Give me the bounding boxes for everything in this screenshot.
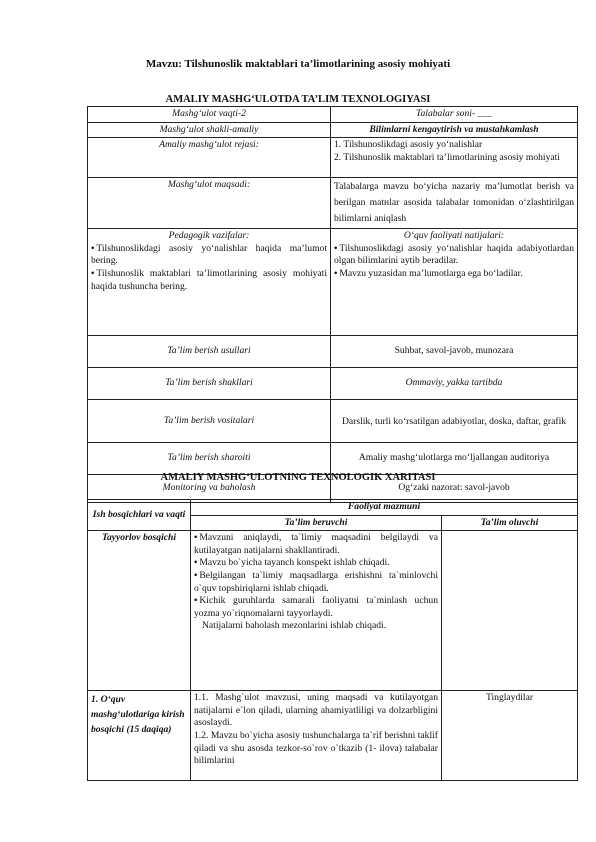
table-row — [88, 531, 578, 691]
forms-value: Ommaviy, yakka tartibda — [331, 368, 578, 400]
prep-item: • Kichik guruhlarda samarali faoliyatni ta`minlash uchun yozma yo`riqnomalarni tayyorlaydi. — [194, 595, 438, 620]
outcome-item: • Mavzu yuzasidan ma’lumotlarga ega bo‘ladilar. — [334, 268, 574, 281]
monitoring-value: Og‘zaki nazorat: savol-javob — [331, 475, 578, 503]
goal-text: Talabalarga mavzu bo‘yicha nazariy ma’lumotlat berish va berilgan matнlar asosida talabalar tomonidan o‘zlashtirilgan bilimlarni aniqlash — [331, 178, 578, 229]
tech-heading: AMALIY MASHG‘ULOTDA TA’LIM TEXNOLOGIYASI — [165, 94, 431, 105]
table-row — [88, 138, 578, 178]
table-row — [88, 400, 578, 443]
tools-label: Ta’lim berish vositalari — [88, 400, 331, 443]
pedagogical-tasks — [88, 229, 331, 336]
intro-teacher-activities — [191, 691, 442, 781]
table-row — [88, 443, 578, 475]
conditions-value: Amaliy mashg‘ulotlarga mo‘ljallangan auditoriya — [331, 443, 578, 475]
intro-step: 1.2. Mavzu bo`yicha asosiy tushunchalarga ta`rif berishni taklif qiladi va shu asosda tezkor-so`rov o`tkazib (1- ilova) talabalar bilimlarini — [194, 729, 438, 767]
goal-label: Mashg‘ulot maqsadi: — [88, 178, 331, 229]
prep-student-cell — [442, 531, 578, 691]
outcome-item: • Tilshunoslikdagi asosiy yo‘nalishlar haqida adabiyotlardan olgan bilimlarini aytib beradilar. — [334, 243, 574, 268]
table-row — [88, 122, 578, 138]
content-header: Faoliyat mazmuni — [191, 500, 578, 516]
stage-header: Ish bosqichlari va vaqti — [88, 500, 191, 531]
intro-stage: 1. O‘quv mashg‘ulotlariga kirish bosqichi (15 daqiqa) — [88, 691, 191, 781]
technological-map-table — [87, 499, 578, 781]
methods-value: Suhbat, savol-javob, munozara — [331, 336, 578, 368]
methods-label: Ta’lim berish usullari — [88, 336, 331, 368]
conditions-label: Ta’lim berish sharoiti — [88, 443, 331, 475]
prep-item: • Mavzuni aniqlaydi, ta`limiy maqsadini belgilaydi va kutilayatgan natijalarni shakllantiradi. — [194, 532, 438, 557]
tasks-heading: Pedagogik vazifalar: — [168, 230, 250, 242]
tools-value: Darslik, turli ko‘rsatilgan adabiyotlar, doska, daftar, grafik — [331, 400, 578, 443]
table-row — [88, 229, 578, 336]
plan-items — [331, 138, 578, 178]
session-type: Bilimlarni kengaytirish va mustahkamlash — [331, 122, 578, 138]
technology-table — [87, 106, 578, 503]
table-row — [88, 178, 578, 229]
session-form: Mashg‘ulot shakli-amaliy — [88, 122, 331, 138]
prep-item: • Belgilangan ta`limiy maqsadlarga erishishni ta`minlovchi o`quv topshiriqlarni ishlab chiqadi. — [194, 570, 438, 595]
prep-extra: Natijalarni baholash mezonlarini ishlab chiqadi. — [202, 620, 387, 632]
task-item: • Tilshunoslik maktablari ta’limotlarining asosiy mohiyati haqida tushuncha bering. — [91, 268, 327, 293]
session-time: Mashg‘ulot vaqti-2 — [88, 107, 331, 123]
prep-teacher-activities — [191, 531, 442, 691]
outcomes-heading: O‘quv faoliyati natijalari: — [403, 230, 505, 242]
prep-item: • Mavzu bo`yicha tayanch konspekt ishlab chiqadi. — [194, 557, 438, 570]
document-title: Mavzu: Tilshunoslik maktablari ta’limotlarining asosiy mohiyati — [145, 58, 451, 70]
students-count: Talabalar soni- ___ — [331, 107, 578, 123]
plan-item: 1. Tilshunoslikdagi asosiy yo‘nalishlar — [334, 139, 483, 151]
plan-label: Amaliy mashg‘ulot rejasi: — [88, 138, 331, 178]
student-header: Ta’lim oluvchi — [442, 515, 578, 531]
intro-student-activity: Tinglaydilar — [442, 691, 578, 781]
learning-outcomes — [331, 229, 578, 336]
table-row — [88, 691, 578, 781]
map-heading: AMALIY MASHG‘ULOTNING TEXNOLOGIK XARITASI — [160, 472, 436, 483]
table-row — [88, 368, 578, 400]
table-row — [88, 107, 578, 123]
prep-stage: Tayyorlov bosqichi — [88, 531, 191, 691]
plan-item: 2. Tilshunoslik maktablari ta’limotlarining asosiy mohiyati — [334, 151, 560, 163]
teacher-header: Ta’lim beruvchi — [191, 515, 442, 531]
forms-label: Ta’lim berish shakllari — [88, 368, 331, 400]
intro-step: 1.1. Mashg`ulot mavzusi, uning maqsadi va kutilayotgan natijalarni e`lon qiladi, ularning ahamiyatliligi va dolzarbligini asoslaydi. — [194, 692, 438, 729]
table-row — [88, 336, 578, 368]
monitoring-label: Monitoring va baholash — [88, 475, 331, 503]
table-row — [88, 500, 578, 516]
task-item: • Tilshunoslikdagi asosiy yo‘nalishlar haqida ma’lumot bering. — [91, 243, 327, 268]
